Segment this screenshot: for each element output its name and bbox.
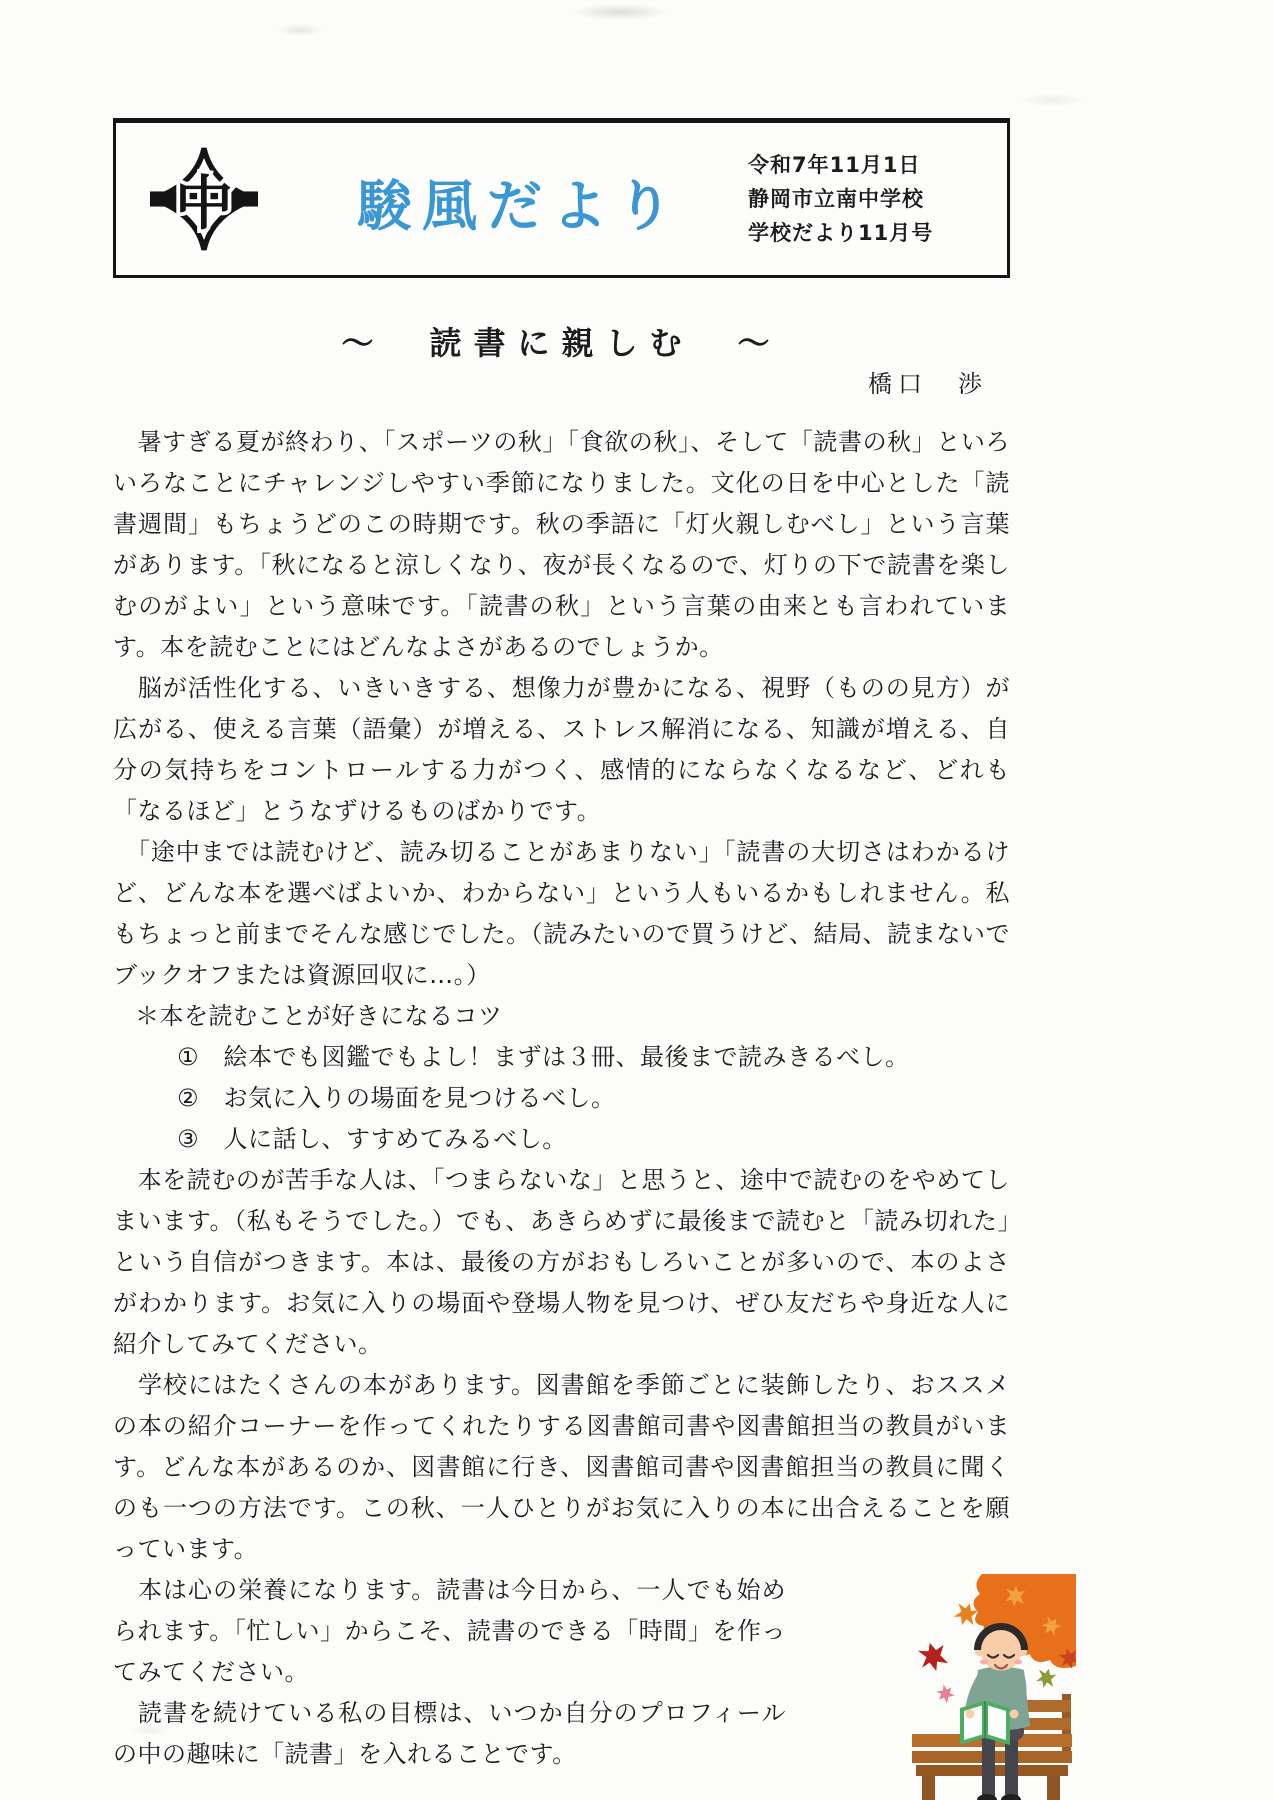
school-name: 静岡市立南中学校	[748, 187, 924, 211]
boy-reading-illustration	[864, 1574, 1076, 1800]
school-emblem-icon	[150, 145, 258, 253]
paragraph: 読書を続けている私の目標は、いつか自分のプロフィールの中の趣味に「読書」を入れることです。	[113, 1699, 786, 1768]
article-body	[113, 422, 1010, 1800]
newsletter-header	[113, 118, 1010, 278]
paragraph: 暑すぎる夏が終わり、「スポーツの秋」「食欲の秋」、そして「読書の秋」といろいろなことにチャレンジしやすい季節になりました。文化の日を中心とした「読書週間」もちょうどのこの時期です。秋の季語に「灯火親しむべし」という言葉があります。「秋になると涼しくなり、夜が長くなるので、灯りの下で読書を楽しむのがよい」という意味です。「読書の秋」という言葉の由来とも言われています。本を読むことにはどんなよさがあるのでしょうか。	[113, 428, 1010, 661]
tips-heading: ＊本を読むことが好きになるコツ	[135, 1002, 503, 1030]
paragraph: 「途中までは読むけど、読み切ることがあまりない」「読書の大切さはわかるけど、どんな本を選べばよいか、わからない」という人もいるかもしれません。私もちょっと前までそんな感じでした。（読みたいので買うけど、結局、読まないでブックオフまたは資源回収に…。）	[113, 838, 1010, 989]
paragraph: 脳が活性化する、いきいきする、想像力が豊かになる、視野（ものの見方）が広がる、使える言葉（語彙）が増える、ストレス解消になる、知識が増える、自分の気持ちをコントロールする力がつく、感情的にならなくなるなど、どれも「なるほど」とうなずけるものばかりです。	[113, 674, 1010, 825]
article-title: ～ 読書に親しむ ～	[341, 324, 782, 362]
boy-reading-illustration-icon	[864, 1574, 1076, 1800]
issue-date: 令和7年11月1日	[748, 153, 921, 177]
tip-item: ③ 人に話し、すすめてみるべし。	[177, 1125, 567, 1153]
issue-number: 学校だより11月号	[748, 221, 934, 245]
svg-text:中: 中	[174, 169, 233, 238]
paragraph: 本は心の栄養になります。読書は今日から、一人でも始められます。「忙しい」からこそ、読書のできる「時間」を作ってみてください。	[113, 1576, 786, 1686]
paragraph: 学校にはたくさんの本があります。図書館を季節ごとに装飾したり、おススメの本の紹介コーナーを作ってくれたりする図書館司書や図書館担当の教員がいます。どんな本があるのか、図書館に行き、図書館司書や図書館担当の教員に聞くのも一つの方法です。この秋、一人ひとりがお気に入りの本に出合えることを願っています。	[113, 1371, 1010, 1563]
header-meta	[748, 148, 1007, 250]
tip-item: ① 絵本でも図鑑でもよし！まずは３冊、最後まで読みきるべし。	[177, 1043, 910, 1071]
article-author: 橋口 渉	[868, 370, 988, 398]
newsletter-title: 駿風だより	[356, 173, 682, 238]
paragraph: 本を読むのが苦手な人は、「つまらないな」と思うと、途中で読むのをやめてしまいます。（私もそうでした。）でも、あきらめずに最後まで読むと「読み切れた」という自信がつきます。本は、最後の方がおもしろいことが多いので、本のよさがわかります。お気に入りの場面や登場人物を見つけ、ぜひ友だちや身近な人に紹介してみてください。	[113, 1166, 1010, 1358]
school-emblem	[116, 145, 291, 253]
article	[113, 300, 1010, 1800]
tip-item: ② お気に入りの場面を見つけるべし。	[177, 1084, 616, 1112]
